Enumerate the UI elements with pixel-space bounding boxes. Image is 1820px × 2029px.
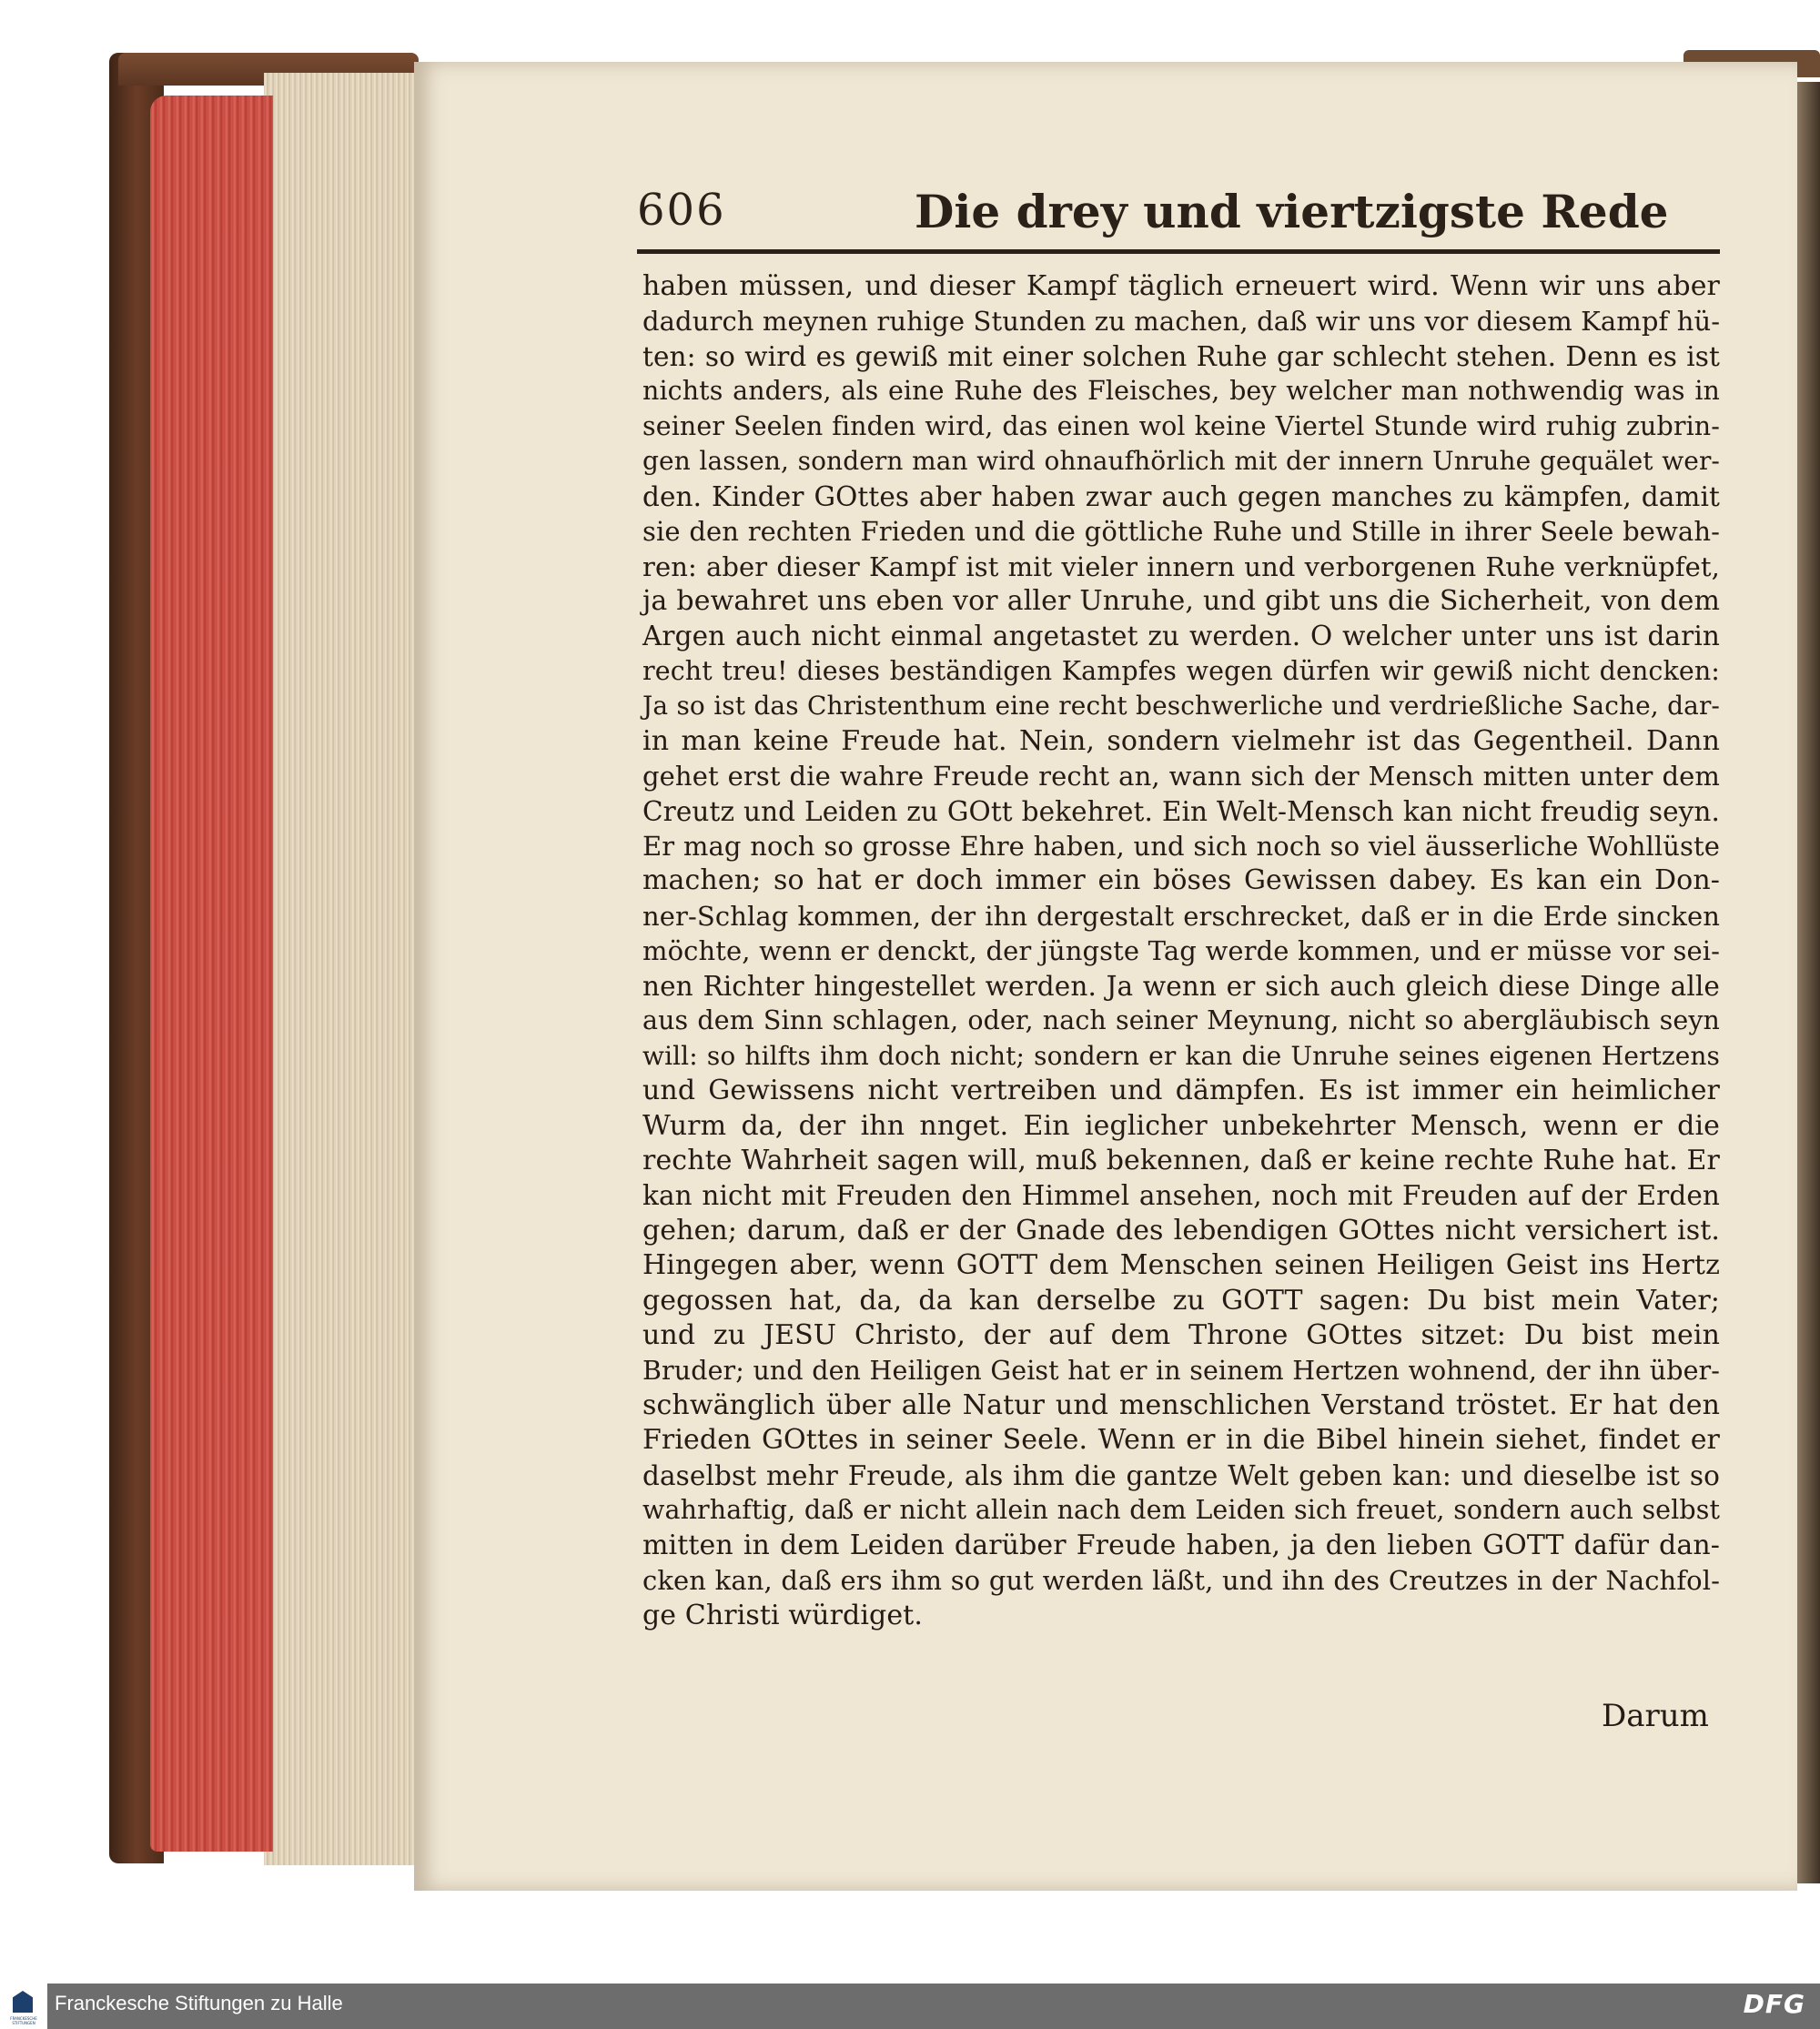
page-header: [637, 185, 1720, 248]
book-spine-shadow: [1797, 82, 1820, 1883]
logo-text: FRANCKESCHE STIFTUNGEN: [10, 2016, 37, 2025]
text-line: wahrhaftig, daß er nicht allein nach dem Leiden sich freuet, sondern auch selbst: [642, 1495, 1720, 1526]
text-line: cken kan, daß ers ihm so gut werden läßt, und ihn des Creutzes in der Nachfol-: [642, 1565, 1720, 1597]
text-line: den. Kinder GOttes aber haben zwar auch gegen manches zu kämpfen, damit: [642, 480, 1720, 512]
text-line: gegossen hat, da, da kan derselbe zu GOTT sagen: Du bist mein Vater;: [642, 1284, 1720, 1317]
text-line: haben müssen, und dieser Kampf täglich erneuert wird. Wenn wir uns aber: [642, 270, 1720, 302]
text-line: Wurm da, der ihn nnget. Ein ieglicher unbekehrter Mensch, wenn er die: [642, 1109, 1720, 1142]
text-line: gehet erst die wahre Freude recht an, wann sich der Mensch mitten unter dem: [642, 761, 1720, 792]
dfg-logo: DFG: [1743, 1989, 1805, 2019]
catchword: Darum: [1602, 1698, 1709, 1734]
text-line: kan nicht mit Freuden den Himmel ansehen, noch mit Freuden auf der Erden: [642, 1180, 1720, 1212]
text-line: ja bewahret uns eben vor aller Unruhe, und gibt uns die Sicherheit, von dem: [642, 584, 1720, 617]
text-line: rechte Wahrheit sagen will, muß bekennen, daß er keine rechte Ruhe hat. Er: [642, 1144, 1720, 1176]
text-line: recht treu! dieses beständigen Kampfes wegen dürfen wir gewiß nicht dencken:: [642, 655, 1720, 686]
text-line: ner-Schlag kommen, der ihn dergestalt erschrecket, daß er in die Erde sincken: [642, 900, 1720, 932]
running-title: Die drey und viertzigste Rede: [915, 185, 1669, 238]
text-line: sie den rechten Frieden und die göttliche Ruhe und Stille in ihrer Seele bewah-: [642, 516, 1720, 548]
text-line: aus dem Sinn schlagen, oder, nach seiner Meynung, nicht so abergläubisch seyn: [642, 1005, 1720, 1036]
text-line: gehen; darum, daß er der Gnade des lebendigen GOttes nicht versichert ist.: [642, 1214, 1720, 1247]
text-line: will: so hilfts ihm doch nicht; sondern er kan die Unruhe seines eigenen Hertzens: [642, 1040, 1720, 1071]
text-line: schwänglich über alle Natur und menschlichen Verstand tröstet. Er hat den: [642, 1389, 1720, 1421]
building-icon: [13, 1991, 33, 2013]
text-line: Frieden GOttes in seiner Seele. Wenn er in die Bibel hinein siehet, findet er: [642, 1424, 1720, 1457]
text-line: Bruder; und den Heiligen Geist hat er in seinem Hertzen wohnend, der ihn über-: [642, 1355, 1720, 1386]
institution-logo: [0, 1984, 47, 2029]
institution-name: Franckesche Stiftungen zu Halle: [55, 1992, 343, 2014]
text-line: gen lassen, sondern man wird ohnaufhörlich mit der innern Unruhe gequälet wer-: [642, 446, 1720, 477]
text-line: Ja so ist das Christenthum eine recht beschwerliche und verdrießliche Sache, dar-: [642, 691, 1720, 722]
text-line: mitten in dem Leiden darüber Freude haben, ja den lieben GOTT dafür dan-: [642, 1529, 1720, 1561]
text-line: Argen auch nicht einmal angetastet zu werden. O welcher unter uns ist darin: [642, 621, 1720, 652]
text-line: ten: so wird es gewiß mit einer solchen Ruhe gar schlecht stehen. Denn es ist: [642, 340, 1720, 372]
text-line: dadurch meynen ruhige Stunden zu machen, daß wir uns vor diesem Kampf hü-: [642, 306, 1721, 338]
text-line: Hingegen aber, wenn GOTT dem Menschen seinen Heiligen Geist ins Hertz: [642, 1249, 1720, 1282]
text-line: machen; so hat er doch immer ein böses Gewissen dabey. Es kan ein Don-: [642, 864, 1720, 897]
red-page-edges: [150, 96, 273, 1852]
text-line: in man keine Freude hat. Nein, sondern vielmehr ist das Gegentheil. Dann: [642, 724, 1720, 757]
text-line: ren: aber dieser Kampf ist mit vieler innern und verborgenen Ruhe verknüpfet,: [642, 550, 1720, 582]
text-line: ge Christi würdiget.: [642, 1599, 923, 1631]
text-line: möchte, wenn er denckt, der jüngste Tag werde kommen, und er müsse vor sei-: [642, 935, 1720, 967]
text-line: daselbst mehr Freude, als ihm die gantze Welt geben kan: und dieselbe ist so: [642, 1459, 1720, 1491]
text-line: Er mag noch so grosse Ehre haben, und sich noch so viel äusserliche Wohllüste: [642, 831, 1720, 862]
body-text: [642, 269, 1720, 1633]
header-rule: [637, 249, 1720, 254]
text-line: Creutz und Leiden zu GOtt bekehret. Ein Welt-Mensch kan nicht freudig seyn.: [642, 795, 1720, 827]
text-line: nen Richter hingestellet werden. Ja wenn er sich auch gleich diese Dinge alle: [642, 970, 1720, 1002]
text-line: seiner Seelen finden wird, das einen wol keine Viertel Stunde wird ruhig zubrin-: [642, 410, 1720, 441]
page-number: 606: [637, 185, 726, 236]
text-line: und Gewissens nicht vertreiben und dämpfen. Es ist immer ein heimlicher: [642, 1075, 1720, 1107]
text-line: und zu JESU Christo, der auf dem Throne GOttes sitzet: Du bist mein: [642, 1319, 1720, 1352]
page-stack: [264, 73, 428, 1865]
text-line: nichts anders, als eine Ruhe des Fleisches, bey welcher man nothwendig was in: [642, 376, 1720, 407]
